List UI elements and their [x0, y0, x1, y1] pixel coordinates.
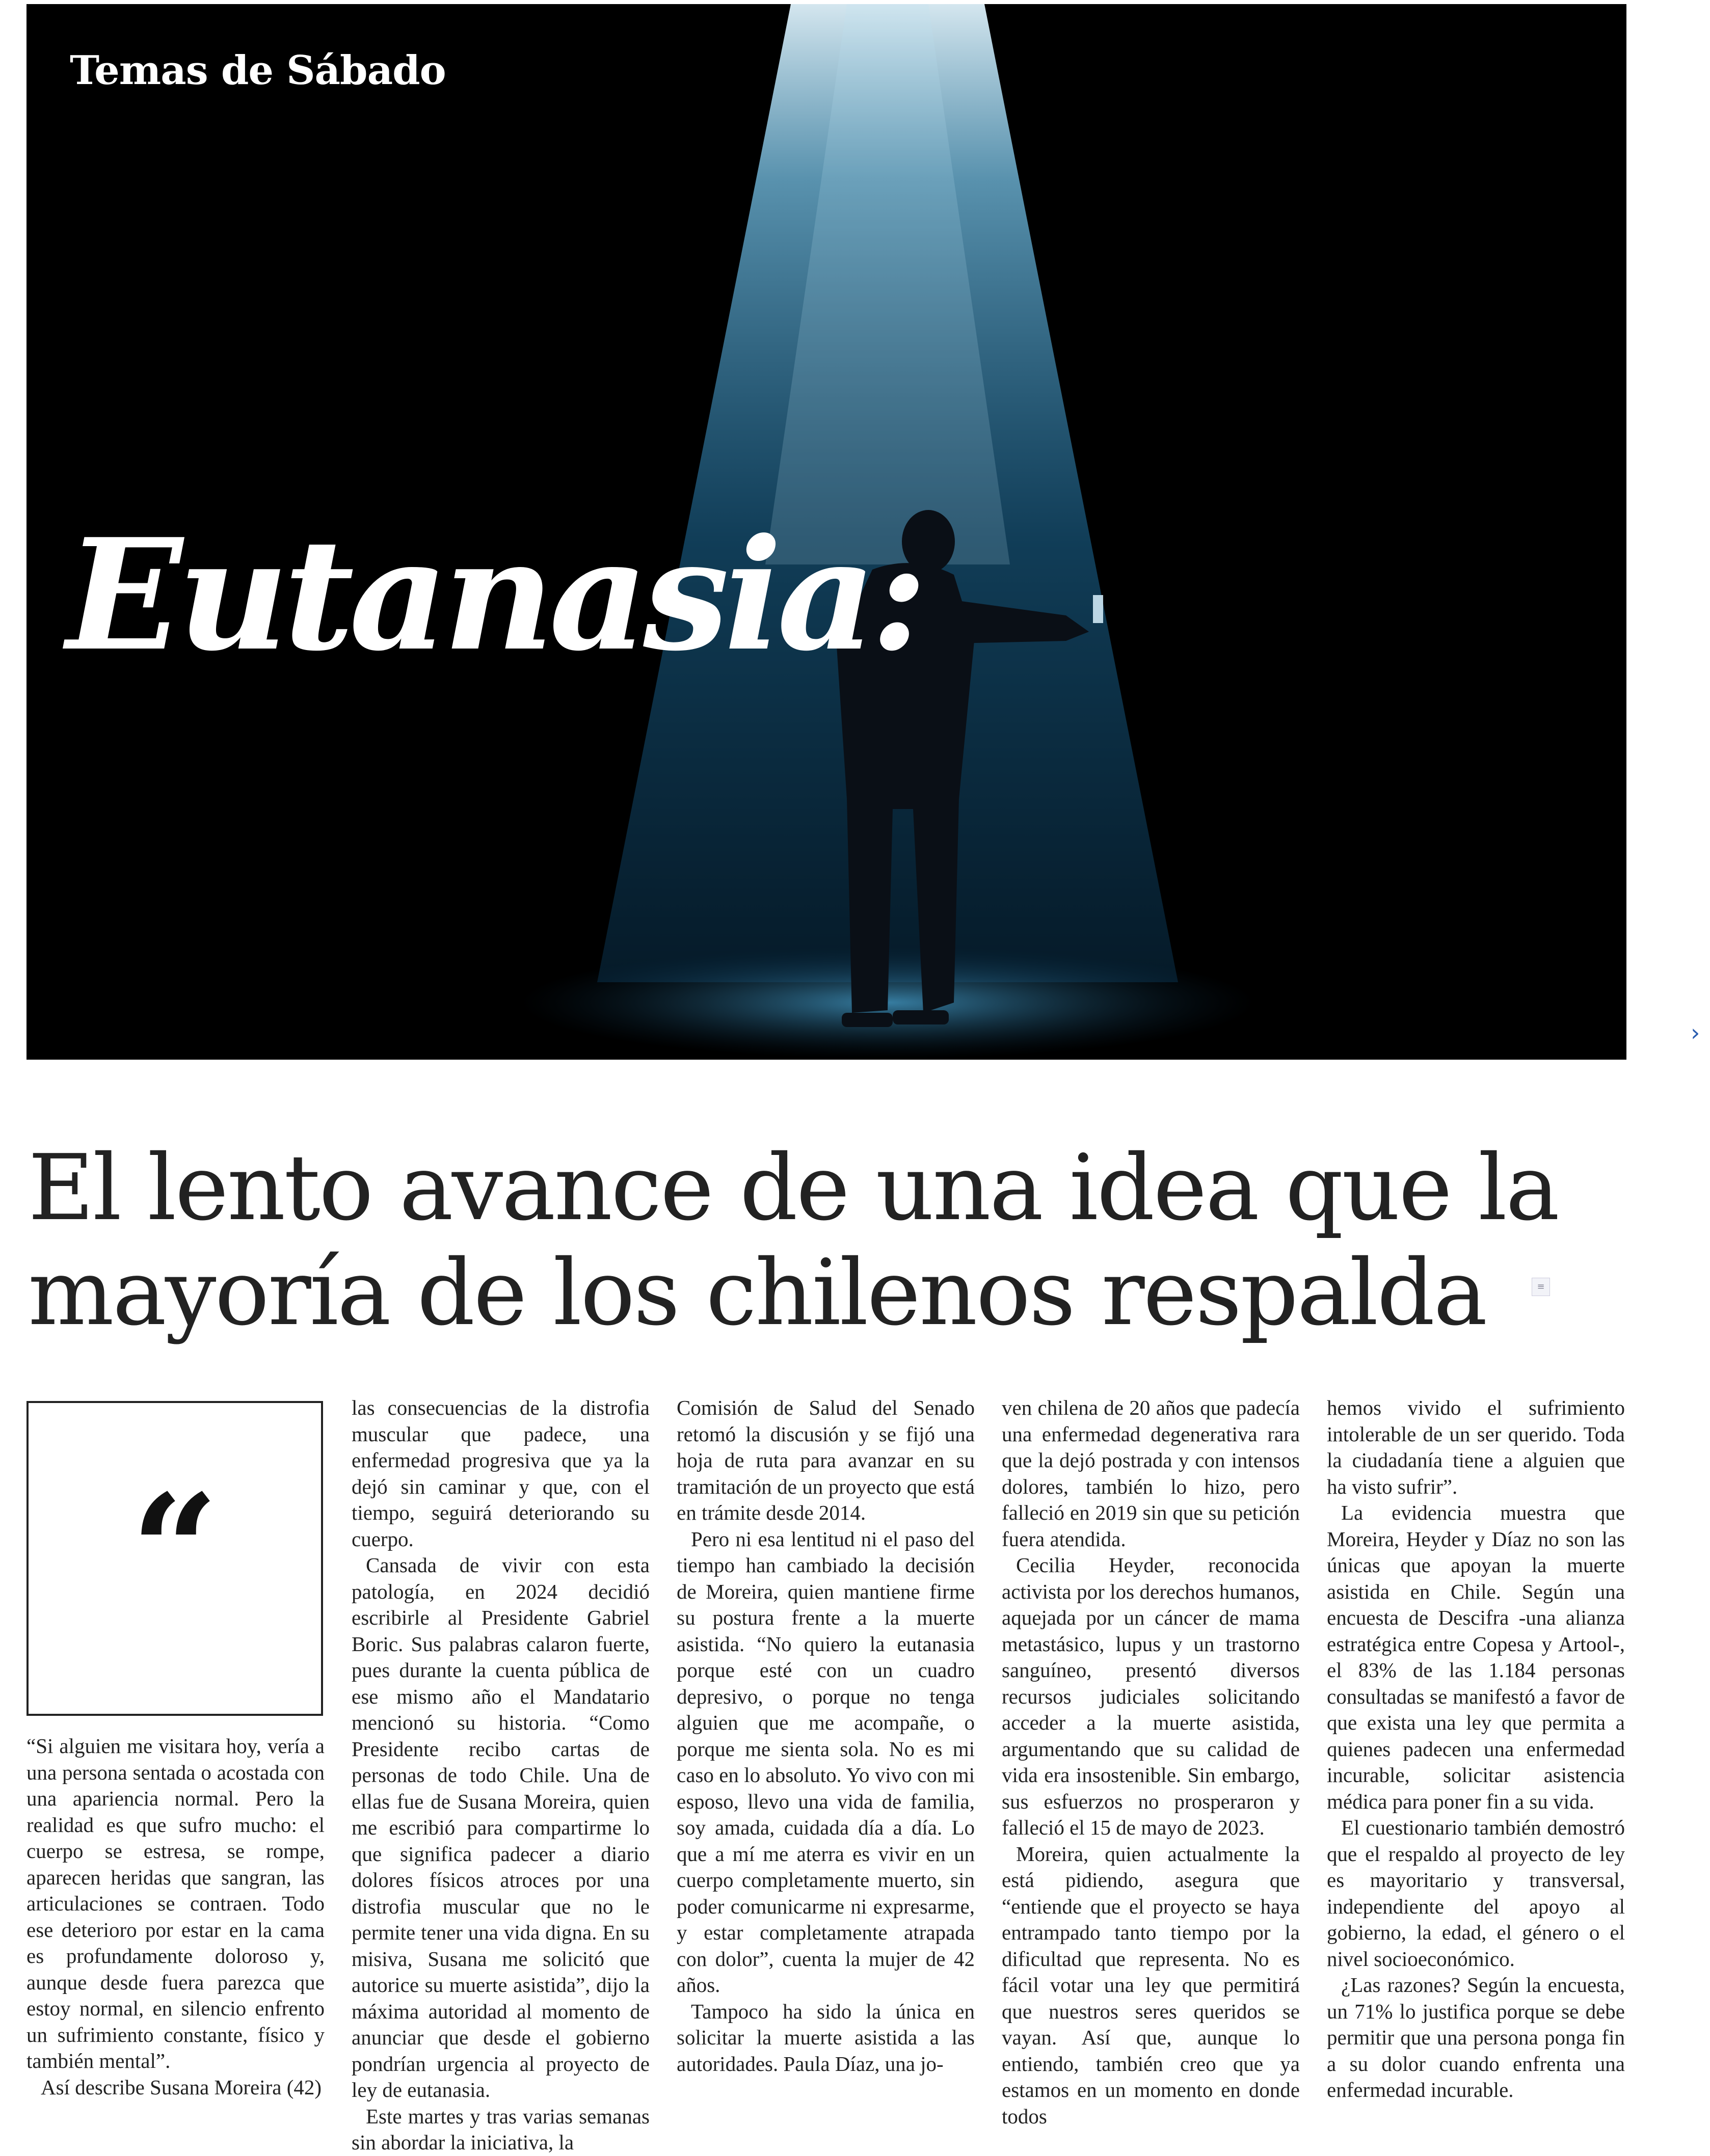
paragraph: Moreira, quien actualmente la está pidiendo, asegura que “entiende que el proyecto se haya entrampado tanto tiempo por la dificultad que representa. No es fácil votar una ley que permitirá que nuestros seres queridos se vayan. Así que, aunque lo entiendo, también creo que ya estamos en un momento en donde todos: [1002, 1842, 1300, 2128]
article-column-4: [1002, 1395, 1300, 2130]
paragraph: El cuestionario también demostró que el respaldo al proyecto de ley es mayoritario y transversal, independiente del apoyo al gobierno, la edad, el género o el nivel socioeconómico.: [1327, 1816, 1625, 1971]
paragraph: Así describe Susana Moreira (42): [41, 2075, 322, 2099]
paragraph: las consecuencias de la distrofia muscular que padece, una enfermedad progresiva que ya la dejó sin caminar y que, con el tiempo, seguirá deteriorando su cuerpo.: [352, 1396, 650, 1551]
paragraph: ¿Las razones? Según la encuesta, un 71% lo justifica porque se debe permitir que una persona ponga fin a su dolor cuando enfrenta una enfermedad incurable.: [1327, 1973, 1625, 2101]
paragraph: Comisión de Salud del Senado retomó la discusión y se fijó una hoja de ruta para avanzar en su tramitación de un proyecto que está en trámite desde 2014.: [677, 1396, 975, 1524]
article-headline: El lento avance de una idea que la mayoría de los chilenos respalda: [28, 1135, 1559, 1346]
paragraph: “Si alguien me visitara hoy, vería a una persona sentada o acostada con una apariencia normal. Pero la realidad es que sufro mucho: el cuerpo se estresa, se rompe, aparecen heridas que sangran, las articulaciones se contraen. Todo ese deterioro por estar en la cama es profundamente doloroso y, aunque desde fuera parezca que estoy normal, en silencio enfrento un sufrimiento constante, físico y también mental”.: [26, 1734, 325, 2072]
article-column-5: [1327, 1395, 1625, 2104]
paragraph: Cansada de vivir con esta patología, en 2024 decidió escribirle al Presidente Gabriel Boric. Sus palabras calaron fuerte, pues durante la cuenta pública de ese mismo año el Mandatario mencionó su historia. “Como Presidente recibo cartas de personas de todo Chile. Una de ellas fue de Susana Moreira, quien me escribió para compartirme lo que significa padecer a diario dolores físicos atroces por una distrofia muscular que no le permite tener una vida digna. En su misiva, Susana me solicitó que autorice su muerte asistida”, dijo la máxima autoridad al momento de anunciar que desde el gobierno pondrían urgencia al proyecto de ley de eutanasia.: [352, 1553, 650, 2101]
section-label: Temas de Sábado: [70, 47, 446, 94]
article-column-3: [677, 1395, 975, 2077]
article-column-1: [26, 1733, 325, 2100]
paragraph: Tampoco ha sido la única en solicitar la muerte asistida a las autoridades. Paula Díaz, una jo-: [677, 1999, 975, 2076]
quote-icon: “: [130, 1461, 219, 1640]
hero-title: Eutanasia:: [66, 505, 923, 685]
hero-image: [26, 4, 1626, 1060]
paragraph: hemos vivido el sufrimiento intolerable de un ser querido. Toda la ciudadanía tiene a alguien que ha visto sufrir”.: [1327, 1396, 1625, 1498]
pullquote-box: [26, 1401, 323, 1716]
paragraph: Cecilia Heyder, reconocida activista por los derechos humanos, aquejada por un cáncer de mama metastásico, lupus y un trastorno sanguíneo, presentó diversos recursos judiciales solicitando acceder a la muerte asistida, argumentando que su calidad de vida era insostenible. Sin embargo, sus esfuerzos no prosperaron y falleció el 15 de mayo de 2023.: [1002, 1553, 1300, 1839]
paragraph: Pero ni esa lentitud ni el paso del tiempo han cambiado la decisión de Moreira, quien mantiene firme su postura frente a la muerte asistida. “No quiero la eutanasia porque esté con un cuadro depresivo, o porque no tenga alguien que me acompañe, o porque me sienta sola. No es mi caso en lo absoluto. Yo vivo con mi esposo, llevo una vida de familia, soy amada, cuidada día a día. Lo que a mí me aterra es vivir en un cuerpo completamente muerto, sin poder comunicarme ni expresarme, y estar completamente atrapada con dolor”, cuenta la mujer de 42 años.: [677, 1527, 975, 1997]
paragraph: ven chilena de 20 años que padecía una enfermedad degenerativa rara que la dejó postrada y con intensos dolores, también lo hizo, pero falleció en 2019 sin que su petición fuera atendida.: [1002, 1396, 1300, 1551]
note-icon[interactable]: ≡: [1532, 1278, 1550, 1296]
chevron-right-icon[interactable]: ›: [1691, 1019, 1700, 1046]
article-column-2: [352, 1395, 650, 2156]
paragraph: La evidencia muestra que Moreira, Heyder y Díaz no son las únicas que apoyan la muerte asistida en Chile. Según una encuesta de Descifra -una alianza estratégica entre Copesa y Artool-, el 83% de las 1.184 personas consultadas se manifestó a favor de que exista una ley que permita a quienes padecen una enfermedad incurable, solicitar asistencia médica para poner fin a su vida.: [1327, 1501, 1625, 1813]
paragraph: Este martes y tras varias semanas sin abordar la iniciativa, la: [352, 2104, 650, 2154]
